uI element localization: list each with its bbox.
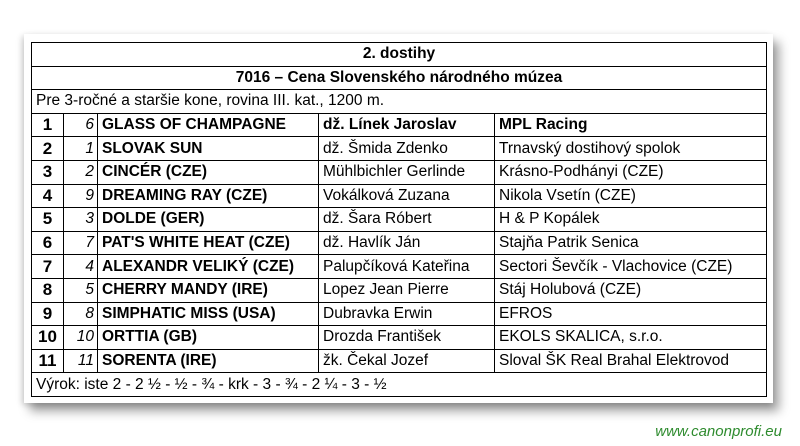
- owner-name: EFROS: [495, 302, 767, 326]
- start-number: 10: [64, 326, 98, 350]
- finish-position: 7: [32, 255, 64, 279]
- finish-position: 3: [32, 160, 64, 184]
- owner-name: Stajňa Patrik Senica: [495, 231, 767, 255]
- owner-name: Nikola Vsetín (CZE): [495, 184, 767, 208]
- result-row: [32, 231, 767, 255]
- owner-name: Sloval ŠK Real Brahal Elektrovod: [495, 349, 767, 373]
- start-number: 9: [64, 184, 98, 208]
- results-card: [24, 34, 773, 403]
- finish-position: 9: [32, 302, 64, 326]
- finish-position: 10: [32, 326, 64, 350]
- horse-name: ORTTIA (GB): [98, 326, 319, 350]
- owner-name: Sectori Ševčík - Vlachovice (CZE): [495, 255, 767, 279]
- start-number: 5: [64, 278, 98, 302]
- horse-name: CINCÉR (CZE): [98, 160, 319, 184]
- owner-name: MPL Racing: [495, 113, 767, 137]
- start-number: 1: [64, 137, 98, 161]
- race-name: 7016 – Cena Slovenského národného múzea: [32, 66, 767, 90]
- horse-name: SORENTA (IRE): [98, 349, 319, 373]
- result-row: [32, 184, 767, 208]
- result-row: [32, 302, 767, 326]
- jockey-name: Drozda František: [319, 326, 495, 350]
- owner-name: H & P Kopálek: [495, 208, 767, 232]
- jockey-name: Vokálková Zuzana: [319, 184, 495, 208]
- margins-row: [32, 373, 767, 397]
- race-title-row: [32, 43, 767, 67]
- start-number: 3: [64, 208, 98, 232]
- horse-name: PAT'S WHITE HEAT (CZE): [98, 231, 319, 255]
- owner-name: Trnavský dostihový spolok: [495, 137, 767, 161]
- horse-name: DOLDE (GER): [98, 208, 319, 232]
- horse-name: SIMPHATIC MISS (USA): [98, 302, 319, 326]
- finish-position: 2: [32, 137, 64, 161]
- horse-name: GLASS OF CHAMPAGNE: [98, 113, 319, 137]
- finish-position: 6: [32, 231, 64, 255]
- race-conditions: Pre 3-ročné a staršie kone, rovina III. kat., 1200 m.: [32, 90, 767, 114]
- horse-name: ALEXANDR VELIKÝ (CZE): [98, 255, 319, 279]
- finish-position: 8: [32, 278, 64, 302]
- finish-position: 4: [32, 184, 64, 208]
- start-number: 2: [64, 160, 98, 184]
- race-margins: Výrok: iste 2 - 2 ½ - ½ - ¾ - krk - 3 - ¾ - 2 ¼ - 3 - ½: [32, 373, 767, 397]
- owner-name: EKOLS SKALICA, s.r.o.: [495, 326, 767, 350]
- start-number: 6: [64, 113, 98, 137]
- start-number: 4: [64, 255, 98, 279]
- jockey-name: žk. Čekal Jozef: [319, 349, 495, 373]
- jockey-name: dž. Šara Róbert: [319, 208, 495, 232]
- jockey-name: Dubravka Erwin: [319, 302, 495, 326]
- result-row: [32, 160, 767, 184]
- horse-name: DREAMING RAY (CZE): [98, 184, 319, 208]
- horse-name: CHERRY MANDY (IRE): [98, 278, 319, 302]
- result-row: [32, 208, 767, 232]
- owner-name: Krásno-Podhányi (CZE): [495, 160, 767, 184]
- result-row: [32, 326, 767, 350]
- result-row: [32, 113, 767, 137]
- jockey-name: Mühlbichler Gerlinde: [319, 160, 495, 184]
- result-row: [32, 349, 767, 373]
- race-title: 2. dostihy: [32, 43, 767, 67]
- jockey-name: Palupčíková Kateřina: [319, 255, 495, 279]
- finish-position: 11: [32, 349, 64, 373]
- start-number: 11: [64, 349, 98, 373]
- finish-position: 5: [32, 208, 64, 232]
- race-name-row: [32, 66, 767, 90]
- owner-name: Stáj Holubová (CZE): [495, 278, 767, 302]
- jockey-name: dž. Havlík Ján: [319, 231, 495, 255]
- jockey-name: Lopez Jean Pierre: [319, 278, 495, 302]
- start-number: 7: [64, 231, 98, 255]
- jockey-name: dž. Šmida Zdenko: [319, 137, 495, 161]
- result-row: [32, 278, 767, 302]
- race-conditions-row: [32, 90, 767, 114]
- result-row: [32, 137, 767, 161]
- finish-position: 1: [32, 113, 64, 137]
- race-results-table: [31, 42, 767, 397]
- watermark: www.canonprofi.eu: [655, 423, 782, 440]
- horse-name: SLOVAK SUN: [98, 137, 319, 161]
- start-number: 8: [64, 302, 98, 326]
- result-row: [32, 255, 767, 279]
- jockey-name: dž. Línek Jaroslav: [319, 113, 495, 137]
